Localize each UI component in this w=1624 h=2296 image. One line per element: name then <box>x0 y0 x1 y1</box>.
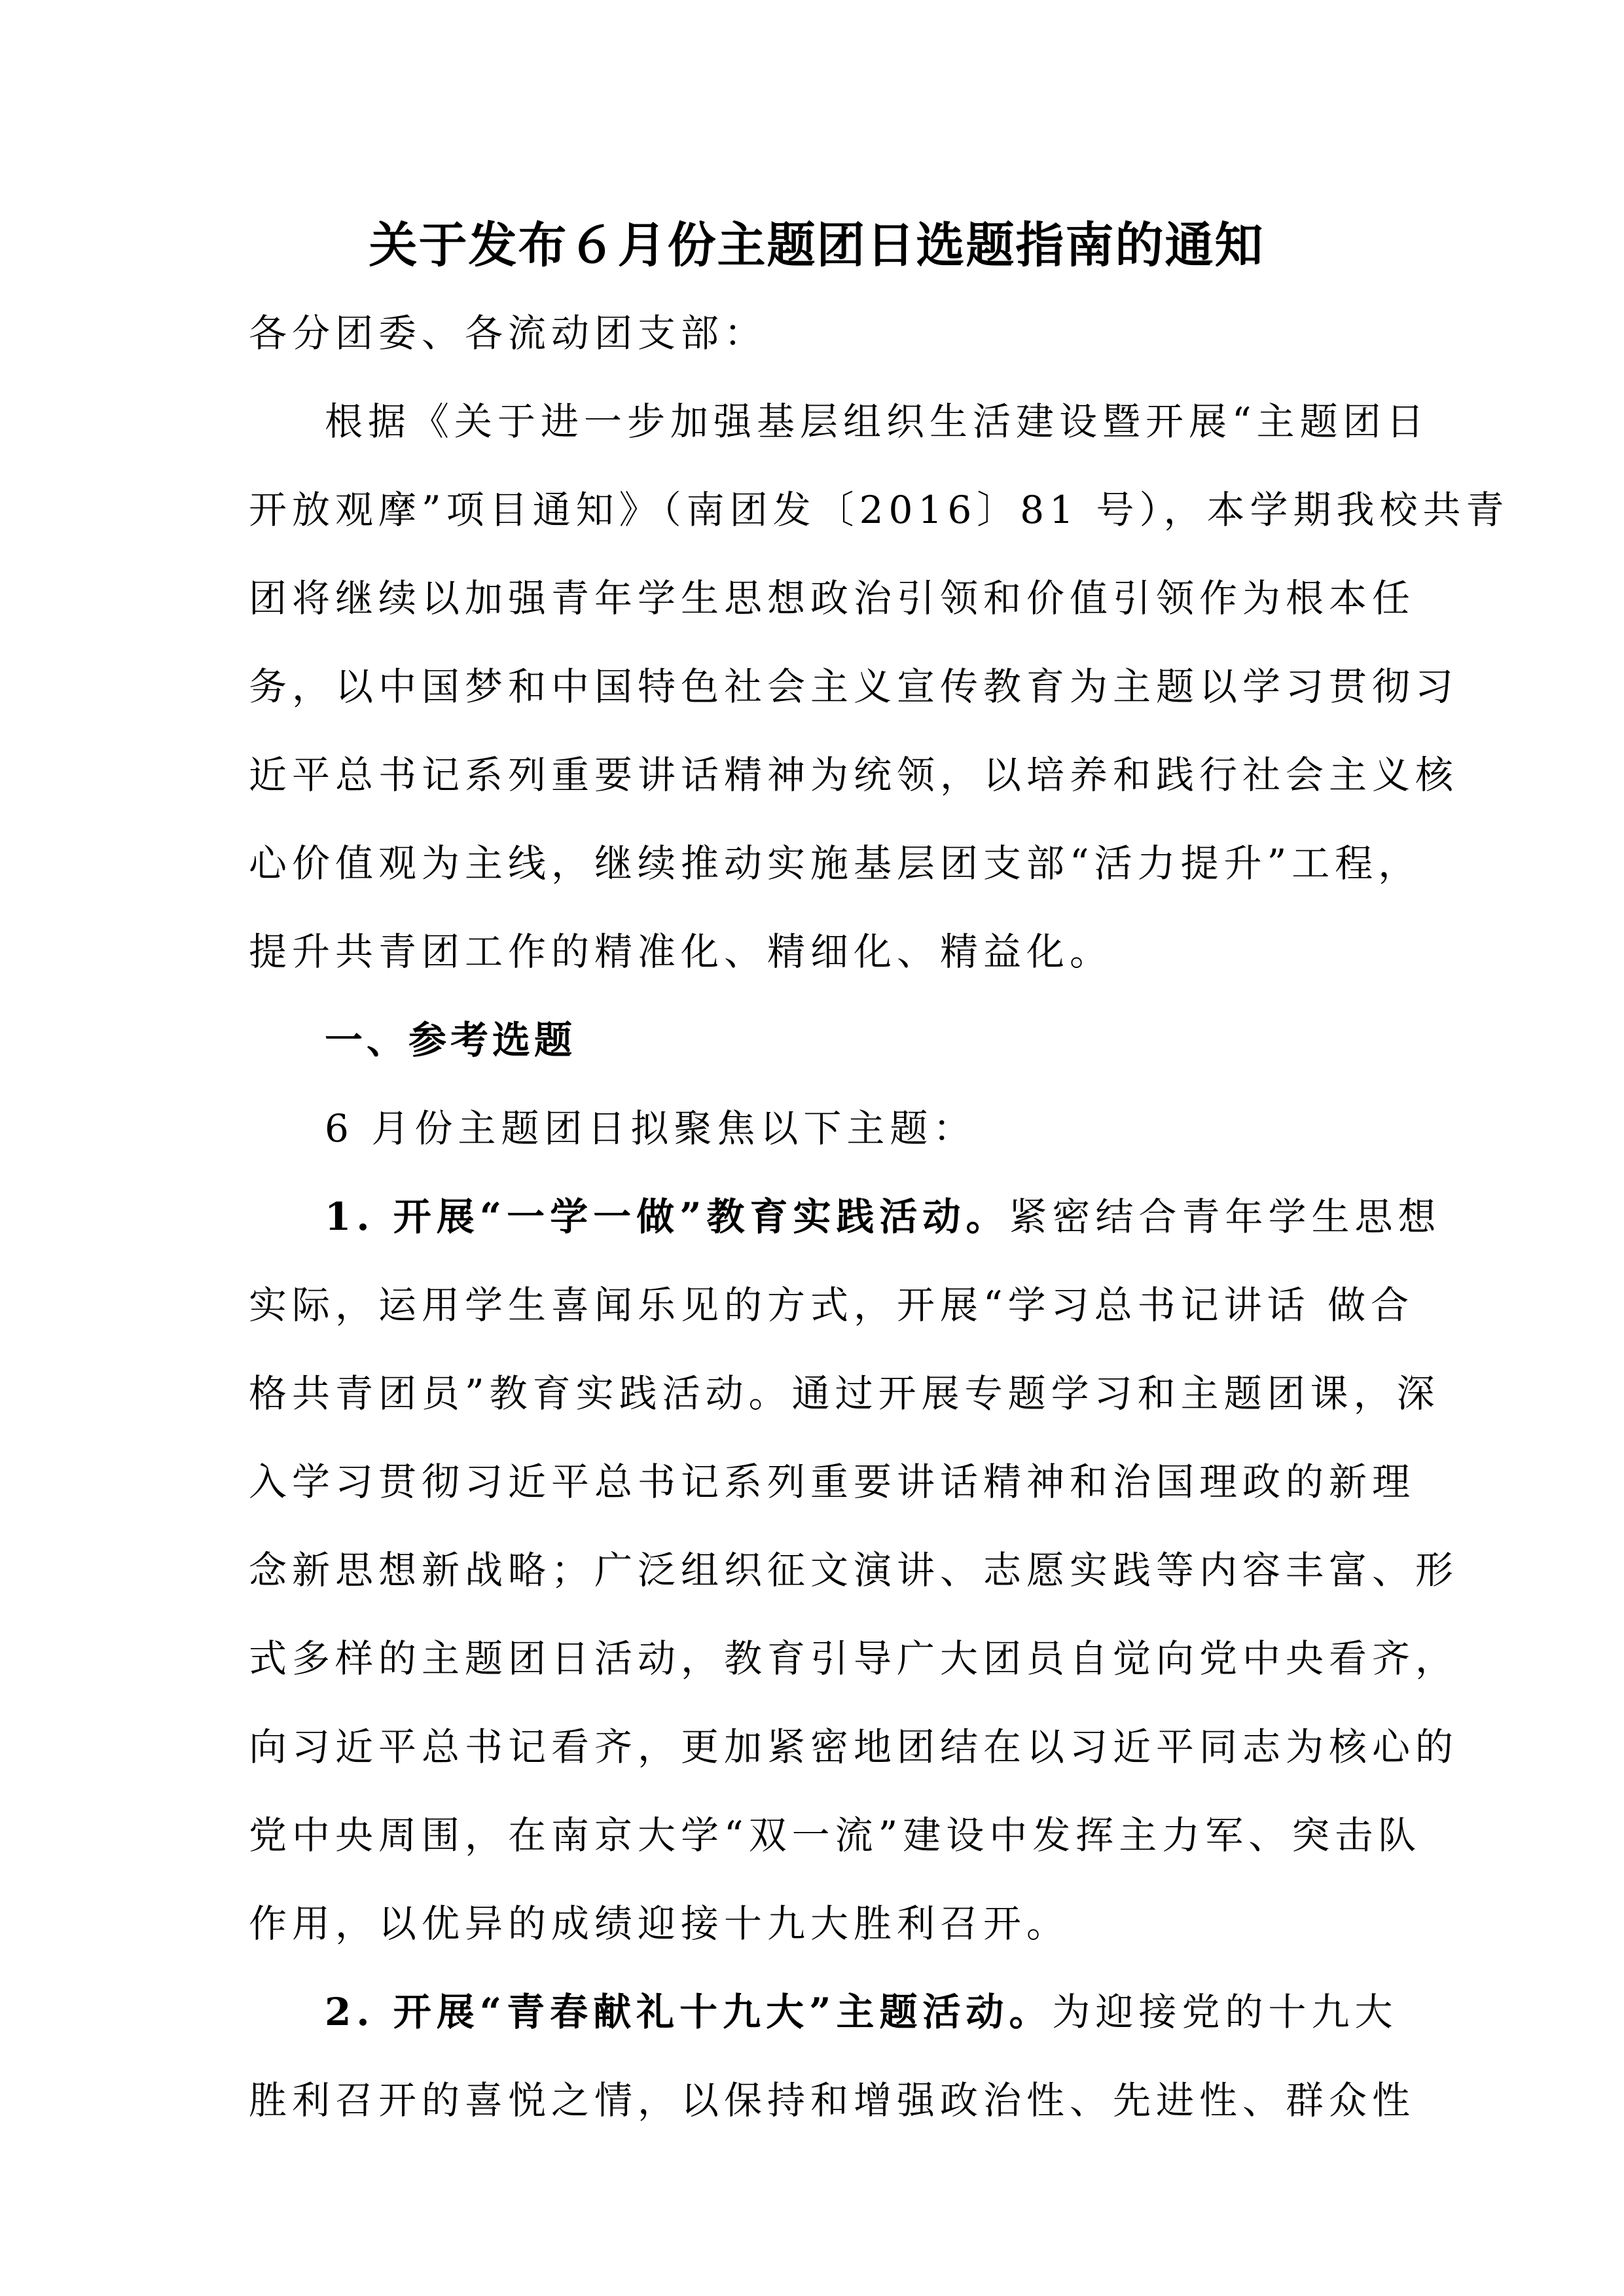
salutation: 各分团委、各流动团支部： <box>249 311 768 355</box>
paragraph-line: 党中央周围，在南京大学“双一流”建设中发挥主力军、突击队 <box>249 1813 1422 1857</box>
paragraph-line: 团将继续以加强青年学生思想政治引领和价值引领作为根本任 <box>249 576 1416 620</box>
topic-text: 紧密结合青年学生思想 <box>1009 1194 1441 1239</box>
intro-paragraph <box>249 378 1509 996</box>
paragraph-line: 实际，运用学生喜闻乐见的方式，开展“学习总书记讲话 做合 <box>249 1283 1415 1327</box>
paragraph-line: 式多样的主题团日活动，教育引导广大团员自觉向党中央看齐， <box>249 1636 1459 1681</box>
paragraph-line: 提升共青团工作的精准化、精细化、精益化。 <box>249 929 1113 974</box>
paragraph-line: 根据《关于进一步加强基层组织生活建设暨开展“主题团日 <box>325 399 1430 444</box>
paragraph-line: 作用，以优异的成绩迎接十九大胜利召开。 <box>249 1901 1070 1946</box>
section-lead: 6 月份主题团日拟聚焦以下主题： <box>325 1106 977 1151</box>
document-page <box>249 196 1509 2145</box>
topic-item-1 <box>249 1173 1459 1968</box>
paragraph-line: 向习近平总书记看齐，更加紧密地团结在以习近平同志为核心的 <box>249 1725 1459 1769</box>
topic-item-2 <box>249 1968 1416 2145</box>
paragraph-line: 格共青团员”教育实践活动。通过开展专题学习和主题团课，深 <box>249 1371 1440 1416</box>
paragraph-line: 入学习贯彻习近平总书记系列重要讲话精神和治国理政的新理 <box>249 1460 1416 1504</box>
topic-title: 2. 开展“青春献礼十九大”主题活动。 <box>325 1990 1053 2034</box>
paragraph-line: 心价值观为主线，继续推动实施基层团支部“活力提升”工程， <box>249 841 1422 886</box>
document-title: 关于发布６月份主题团日选题指南的通知 <box>369 217 1265 274</box>
paragraph-line: 开放观摩”项目通知》（南团发〔2016〕81 号），本学期我校共青 <box>249 488 1509 532</box>
topic-text: 为迎接党的十九大 <box>1052 1990 1398 2034</box>
paragraph-line: 念新思想新战略；广泛组织征文演讲、志愿实践等内容丰富、形 <box>249 1548 1459 1592</box>
paragraph-line: 近平总书记系列重要讲话精神为统领，以培养和践行社会主义核 <box>249 753 1459 797</box>
paragraph-line <box>249 1173 1441 1261</box>
paragraph-line <box>249 1968 1398 2056</box>
topic-title: 1. 开展“一学一做”教育实践活动。 <box>325 1194 1009 1239</box>
paragraph-line: 胜利召开的喜悦之情，以保持和增强政治性、先进性、群众性 <box>249 2078 1416 2123</box>
paragraph-line: 务，以中国梦和中国特色社会主义宣传教育为主题以学习贯彻习 <box>249 664 1459 709</box>
section-heading: 一、参考选题 <box>325 1018 577 1062</box>
